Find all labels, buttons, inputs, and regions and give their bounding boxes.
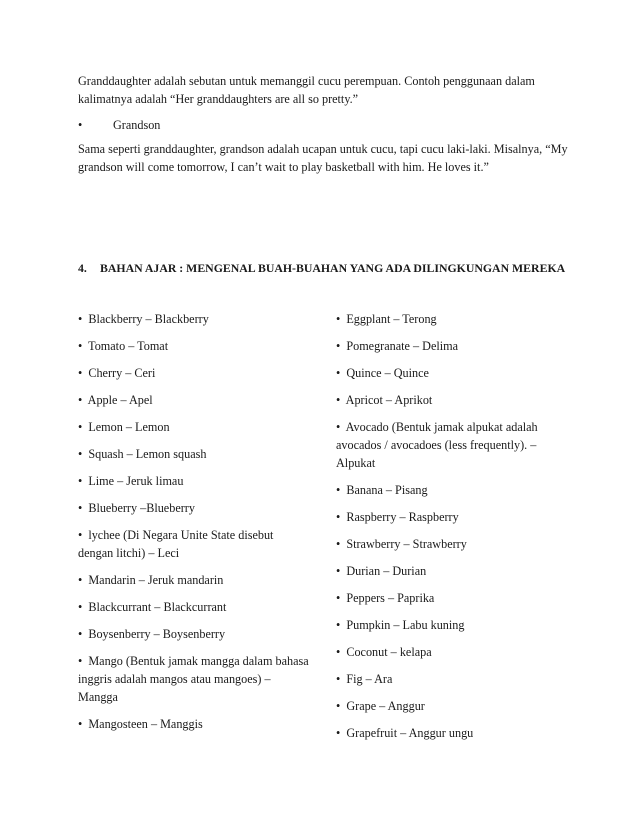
fruit-text: Banana – Pisang (346, 483, 428, 497)
fruit-list-item (78, 418, 310, 436)
bullet-symbol: • (336, 591, 341, 605)
fruit-text: Boysenberry – Boysenberry (88, 627, 226, 641)
bullet-symbol: • (78, 627, 83, 641)
section-heading (78, 259, 578, 277)
bullet-symbol: • (336, 366, 341, 380)
bullet-symbol: • (336, 393, 341, 407)
bullet-symbol: • (78, 654, 83, 668)
fruit-list-item (78, 472, 310, 490)
fruit-text: Mango (Bentuk jamak mangga dalam bahasa inggris adalah mangos atau mangoes) – Mangga (78, 654, 309, 704)
fruit-text: Blackcurrant – Blackcurrant (88, 600, 227, 614)
fruit-text: Quince – Quince (346, 366, 429, 380)
section-title: BAHAN AJAR : MENGENAL BUAH-BUAHAN YANG ADA DILINGKUNGAN MEREKA (100, 261, 566, 275)
fruit-list-item (336, 670, 558, 688)
intro-paragraph-granddaughter: Granddaughter adalah sebutan untuk memanggil cucu perempuan. Contoh penggunaan dalam kalimatnya adalah “Her granddaughters are all so pretty.” (78, 74, 535, 106)
fruit-list-right (336, 310, 558, 751)
fruit-list-item (336, 481, 558, 499)
fruit-list-item (336, 391, 558, 409)
bullet-symbol: • (78, 339, 83, 353)
fruit-text: Tomato – Tomat (88, 339, 169, 353)
fruit-text: Cherry – Ceri (88, 366, 156, 380)
bullet-symbol: • (336, 618, 341, 632)
bullet-symbol: • (78, 420, 83, 434)
fruit-list-item (336, 589, 558, 607)
fruit-list-item (336, 616, 558, 634)
fruit-list-item (336, 418, 558, 472)
fruit-list-item (78, 652, 310, 706)
fruit-list-item (78, 598, 310, 616)
fruit-list-item (78, 445, 310, 463)
grandson-bullet (78, 116, 160, 134)
fruit-list-item (336, 562, 558, 580)
bullet-symbol: • (78, 366, 83, 380)
fruit-text: Lemon – Lemon (88, 420, 170, 434)
intro-paragraph-grandson: Sama seperti granddaughter, grandson adalah ucapan untuk cucu, tapi cucu laki-laki. Misalnya, “My grandson will come tomorrow, I can’t wait to play basketball with him. He loves it.” (78, 142, 568, 174)
bullet-symbol: • (336, 726, 341, 740)
fruit-text: Strawberry – Strawberry (346, 537, 467, 551)
bullet-symbol: • (336, 312, 341, 326)
fruit-text: Avocado (Bentuk jamak alpukat adalah avocados / avocadoes (less frequently). – Alpukat (336, 420, 538, 470)
fruit-list-item (336, 643, 558, 661)
bullet-symbol: • (78, 312, 83, 326)
bullet-symbol: • (336, 699, 341, 713)
fruit-list-item (78, 391, 310, 409)
bullet-symbol: • (78, 501, 83, 515)
fruit-text: Apple – Apel (87, 393, 153, 407)
bullet-symbol: • (336, 420, 341, 434)
fruit-text: Mandarin – Jeruk mandarin (88, 573, 224, 587)
fruit-list-item (336, 724, 558, 742)
fruit-list-item (78, 571, 310, 589)
fruit-text: Durian – Durian (346, 564, 427, 578)
fruit-list-item (336, 337, 558, 355)
bullet-symbol: • (78, 600, 83, 614)
bullet-symbol: • (78, 118, 83, 132)
fruit-text: Pumpkin – Labu kuning (346, 618, 465, 632)
fruit-text: Pomegranate – Delima (346, 339, 459, 353)
fruit-text: Fig – Ara (346, 672, 393, 686)
fruit-text: Blackberry – Blackberry (88, 312, 209, 326)
fruit-list-item (78, 625, 310, 643)
bullet-symbol: • (336, 672, 341, 686)
fruit-text: Grape – Anggur (346, 699, 425, 713)
bullet-symbol: • (336, 339, 341, 353)
fruit-list-item (78, 499, 310, 517)
fruit-list-item (336, 310, 558, 328)
fruit-list-left (78, 310, 310, 742)
fruit-text: Squash – Lemon squash (88, 447, 207, 461)
bullet-symbol: • (336, 645, 341, 659)
fruit-text: Coconut – kelapa (346, 645, 432, 659)
bullet-symbol: • (78, 447, 83, 461)
fruit-text: Lime – Jeruk limau (88, 474, 184, 488)
fruit-list-item (78, 310, 310, 328)
bullet-symbol: • (78, 573, 83, 587)
bullet-symbol: • (78, 474, 83, 488)
fruit-text: Apricot – Aprikot (345, 393, 433, 407)
fruit-text: Raspberry – Raspberry (346, 510, 459, 524)
bullet-symbol: • (78, 528, 83, 542)
fruit-list-item (336, 508, 558, 526)
section-number: 4. (78, 261, 87, 275)
fruit-text: lychee (Di Negara Unite State disebut dengan litchi) – Leci (78, 528, 274, 560)
bullet-symbol: • (336, 537, 341, 551)
fruit-list-item (78, 364, 310, 382)
fruit-list-item (336, 697, 558, 715)
fruit-text: Mangosteen – Manggis (88, 717, 203, 731)
bullet-symbol: • (78, 393, 83, 407)
bullet-symbol: • (78, 717, 83, 731)
bullet-symbol: • (336, 564, 341, 578)
fruit-text: Peppers – Paprika (346, 591, 435, 605)
fruit-list-item (78, 337, 310, 355)
fruit-text: Eggplant – Terong (346, 312, 437, 326)
fruit-list-item (78, 526, 310, 562)
fruit-text: Grapefruit – Anggur ungu (346, 726, 474, 740)
fruit-list-item (336, 364, 558, 382)
grandson-label: Grandson (113, 118, 161, 132)
bullet-symbol: • (336, 510, 341, 524)
fruit-list-item (78, 715, 310, 733)
fruit-text: Blueberry –Blueberry (88, 501, 195, 515)
fruit-list-item (336, 535, 558, 553)
bullet-symbol: • (336, 483, 341, 497)
